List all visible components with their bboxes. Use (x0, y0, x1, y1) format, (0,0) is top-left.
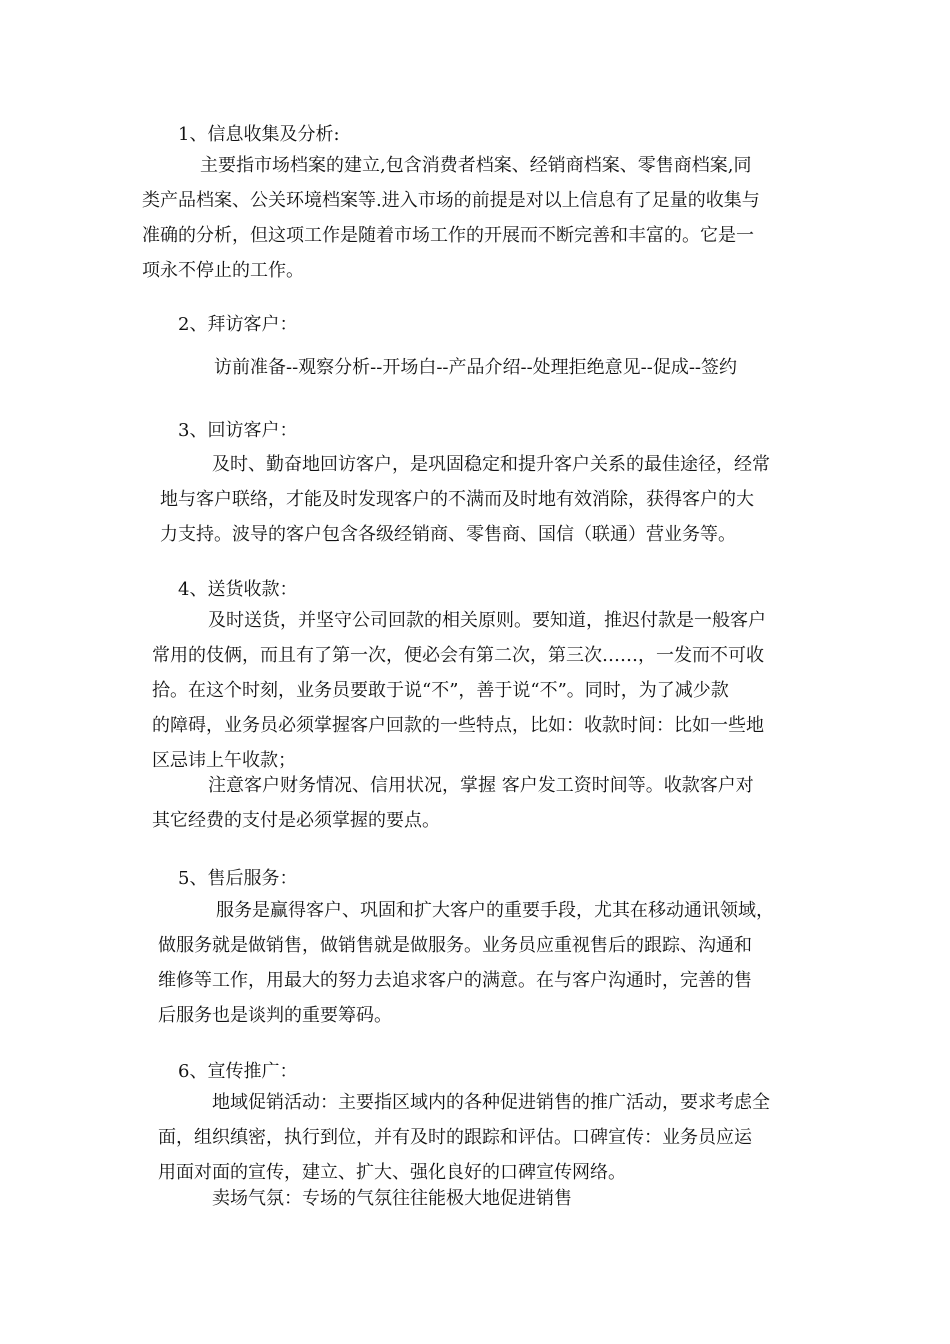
paragraph-line: 访前准备--观察分析--开场白--产品介绍--处理拒绝意见--促成--签约 (214, 357, 737, 378)
section-3-paragraph (160, 447, 770, 552)
paragraph-line: 项永不停止的工作。 (142, 260, 304, 281)
paragraph-line: 用面对面的宣传，建立、扩大、强化良好的口碑宣传网络。 (158, 1162, 626, 1183)
paragraph-line: 准确的分析，但这项工作是随着市场工作的开展而不断完善和丰富的。它是一 (142, 225, 754, 246)
paragraph-line: 卖场气氛：专场的气氛往往能极大地促进销售 (212, 1188, 572, 1209)
paragraph-line: 常用的伎俩，而且有了第一次，便必会有第二次，第三次……，一发而不可收 (152, 645, 764, 666)
paragraph-line: 地与客户联络，才能及时发现客户的不满而及时地有效消除，获得客户的大 (160, 489, 754, 510)
paragraph-line: 力支持。波导的客户包含各级经销商、零售商、国信（联通）营业务等。 (160, 524, 736, 545)
paragraph-line: 区忌讳上午收款； (152, 750, 296, 771)
paragraph-line: 的障碍，业务员必须掌握客户回款的一些特点，比如：收款时间：比如一些地 (152, 715, 764, 736)
paragraph-line: 服务是赢得客户、巩固和扩大客户的重要手段，尤其在移动通讯领域， (216, 900, 774, 921)
paragraph-line: 面，组织缜密，执行到位，并有及时的跟踪和评估。口碑宣传：业务员应运 (158, 1127, 752, 1148)
section-5-paragraph (158, 893, 774, 1033)
section-heading-1: 1、信息收集及分析: (178, 124, 340, 145)
section-6-paragraph-2 (158, 1181, 572, 1216)
paragraph-line: 主要指市场档案的建立,包含消费者档案、经销商档案、零售商档案,同 (200, 155, 752, 176)
section-2-paragraph (214, 350, 737, 385)
paragraph-line: 做服务就是做销售，做销售就是做服务。业务员应重视售后的跟踪、沟通和 (158, 935, 752, 956)
section-heading-4: 4、送货收款： (178, 579, 298, 600)
section-heading-2: 2、拜访客户： (178, 314, 298, 335)
section-1-paragraph (142, 148, 760, 288)
paragraph-line: 拾。在这个时刻，业务员要敢于说“不”，善于说“不”。同时，为了减少款 (152, 680, 729, 701)
paragraph-line: 地域促销活动：主要指区域内的各种促进销售的推广活动，要求考虑全 (212, 1092, 770, 1113)
section-4-paragraph-2 (152, 768, 754, 838)
paragraph-line: 注意客户财务情况、信用状况，掌握 客户发工资时间等。收款客户对 (208, 775, 754, 796)
section-heading-5: 5、售后服务： (178, 868, 298, 889)
section-heading-6: 6、宣传推广： (178, 1061, 298, 1082)
section-heading-3: 3、回访客户： (178, 420, 298, 441)
paragraph-line: 及时送货，并坚守公司回款的相关原则。要知道，推迟付款是一般客户 (208, 610, 766, 631)
section-4-paragraph-1 (152, 603, 766, 778)
section-6-paragraph-1 (158, 1085, 770, 1190)
paragraph-line: 及时、勤奋地回访客户，是巩固稳定和提升客户关系的最佳途径，经常 (212, 454, 770, 475)
paragraph-line: 类产品档案、公关环境档案等.进入市场的前提是对以上信息有了足量的收集与 (142, 190, 760, 211)
paragraph-line: 后服务也是谈判的重要筹码。 (158, 1005, 392, 1026)
paragraph-line: 维修等工作，用最大的努力去追求客户的满意。在与客户沟通时，完善的售 (158, 970, 752, 991)
paragraph-line: 其它经费的支付是必须掌握的要点。 (152, 810, 440, 831)
